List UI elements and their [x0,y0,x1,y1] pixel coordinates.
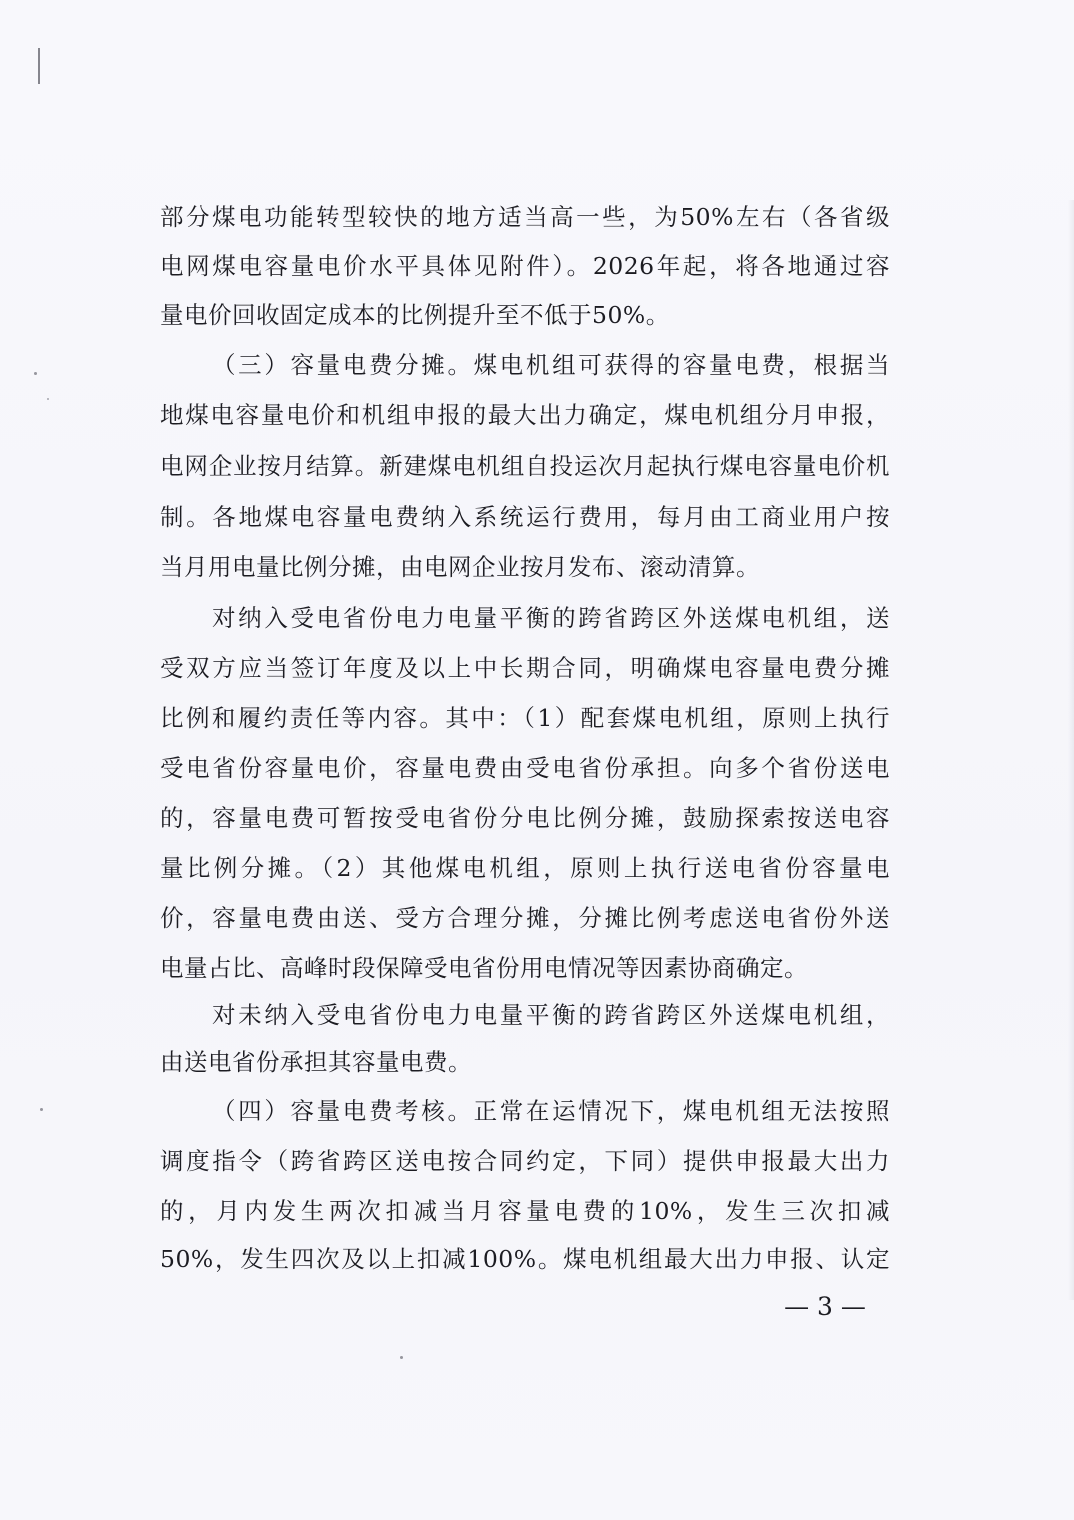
scan-shadow [1068,200,1074,1300]
text-line: 量电价回收固定成本的比例提升至不低于50%。 [160,301,670,329]
scan-artifact [47,398,49,400]
text-line: 对纳入受电省份电力电量平衡的跨省跨区外送煤电机组，送 [212,604,890,632]
scan-artifact [400,1356,403,1359]
text-line: 对未纳入受电省份电力电量平衡的跨省跨区外送煤电机组， [212,1001,890,1029]
page-number: — 3 — [784,1292,866,1321]
text-line: 地煤电容量电价和机组申报的最大出力确定，煤电机组分月申报， [160,401,890,429]
text-line: 50%，发生四次及以上扣减100%。煤电机组最大出力申报、认定 [160,1245,890,1273]
text-line: 调度指令（跨省跨区送电按合同约定，下同）提供申报最大出力 [160,1147,890,1175]
text-line: 当月用电量比例分摊，由电网企业按月发布、滚动清算。 [160,553,760,581]
text-line: 受双方应当签订年度及以上中长期合同，明确煤电容量电费分摊 [160,654,890,682]
section-heading-line: （三）容量电费分摊。煤电机组可获得的容量电费，根据当 [212,351,890,379]
text-line: 的，月内发生两次扣减当月容量电费的10%，发生三次扣减 [160,1197,890,1225]
text-line: 电量占比、高峰时段保障受电省份用电情况等因素协商确定。 [160,954,808,982]
text-line: 价，容量电费由送、受方合理分摊，分摊比例考虑送电省份外送 [160,904,890,932]
text-line: 制。各地煤电容量电费纳入系统运行费用，每月由工商业用户按 [160,503,890,531]
text-line: 受电省份容量电价，容量电费由受电省份承担。向多个省份送电 [160,754,890,782]
text-line: 电网企业按月结算。新建煤电机组自投运次月起执行煤电容量电价机 [160,452,890,480]
text-line: 由送电省份承担其容量电费。 [160,1048,472,1076]
text-line: 量比例分摊。（2）其他煤电机组，原则上执行送电省份容量电 [160,854,890,882]
scan-artifact [38,48,40,84]
scan-artifact [40,1108,43,1111]
text-line: 电网煤电容量电价水平具体见附件）。2026年起，将各地通过容 [160,252,890,280]
section-heading-line: （四）容量电费考核。正常在运情况下，煤电机组无法按照 [212,1097,890,1125]
text-line: 的，容量电费可暂按受电省份分电比例分摊，鼓励探索按送电容 [160,804,890,832]
text-line: 比例和履约责任等内容。其中：（1）配套煤电机组，原则上执行 [160,704,890,732]
scan-artifact [34,372,37,375]
text-line: 部分煤电功能转型较快的地方适当高一些，为50%左右（各省级 [160,203,890,231]
